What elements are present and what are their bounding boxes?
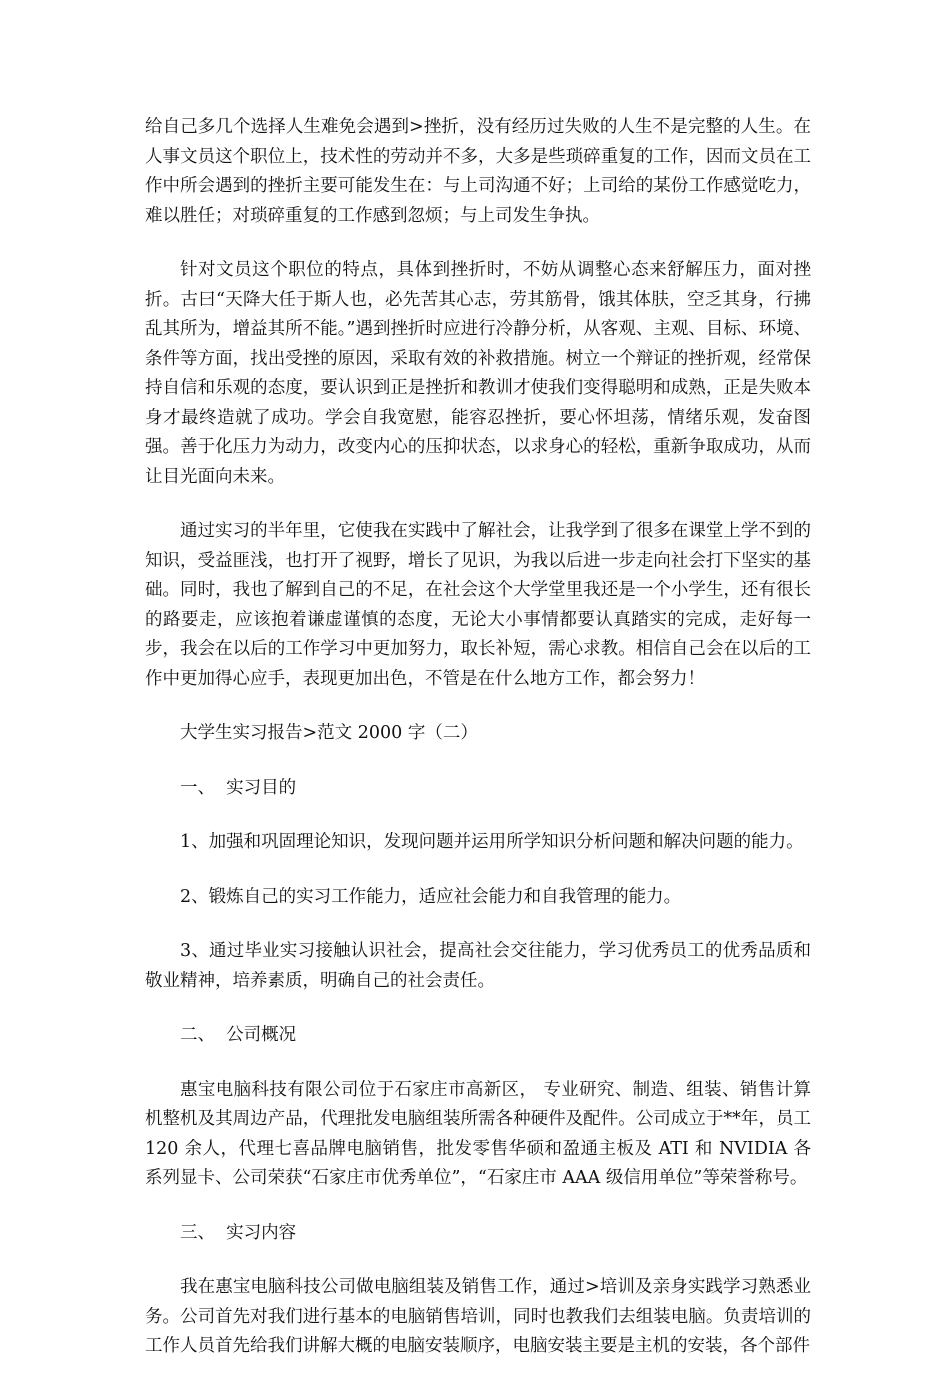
paragraph-content: 我在惠宝电脑科技公司做电脑组装及销售工作，通过>培训及亲身实践学习熟悉业务。公司首先对我们进行基本的电脑销售培训，同时也教我们去组装电脑。负责培训的工作人员首先给我们讲解大概的电脑安装顺序，电脑安装主要是主机的安装，各个部件 [145,1277,811,1356]
report-title: 大学生实习报告>范文 2000 字（二） [180,723,478,743]
paragraph-company: 惠宝电脑科技有限公司位于石家庄市高新区， 专业研究、制造、组装、销售计算机整机及其周边产品，代理批发电脑组装所需各种硬件及配件。公司成立于**年，员工 120 余人，代理七喜品牌电脑销售，批发零售华硕和盈通主板及 ATI 和 NVIDIA 各系列显卡、公司荣获“石家庄市优秀单位”，“石家庄市 AAA 级信用单位”等荣誉称号。 [145,1079,811,1188]
paragraph-conclusion: 通过实习的半年里，它使我在实践中了解社会，让我学到了很多在课堂上学不到的知识，受益匪浅，也打开了视野，增长了见识，为我以后进一步走向社会打下坚实的基础。同时，我也了解到自己的不足，在社会这个大学堂里我还是一个小学生，还有很长的路要走，应该抱着谦虚谨慎的态度，无论大小事情都要认真踏实的完成，走好每一步，我会在以后的工作学习中更加努力，取长补短，需心求教。相信自己会在以后的工作中更加得心应手，表现更加出色，不管是在什么地方工作，都会努力！ [145,521,811,689]
section-heading-purpose: 一、 实习目的 [180,777,297,798]
purpose-item-3: 3、通过毕业实习接触认识社会，提高社会交往能力，学习优秀员工的优秀品质和敬业精神，培养素质，明确自己的社会责任。 [145,941,811,991]
purpose-item-2: 2、锻炼自己的实习工作能力，适应社会能力和自我管理的能力。 [180,886,682,907]
section-heading-content: 三、 实习内容 [180,1222,297,1243]
document-page [145,113,811,1387]
paragraph-setbacks: 给自己多几个选择人生难免会遇到>挫折，没有经历过失败的人生不是完整的人生。在人事文员这个职位上，技术性的劳动并不多，大多是些琐碎重复的工作，因而文员在工作中所会遇到的挫折主要可能发生在：与上司沟通不好；上司给的某份工作感觉吃力，难以胜任；对琐碎重复的工作感到忽烦；与上司发生争执。 [145,117,811,226]
paragraph-coping: 针对文员这个职位的特点，具体到挫折时，不妨从调整心态来舒解压力，面对挫折。古曰“天降大任于斯人也，必先苦其心志，劳其筋骨，饿其体肤，空乏其身，行拂乱其所为，增益其所不能。”遇到挫折时应进行冷静分析，从客观、主观、目标、环境、条件等方面，找出受挫的原因，采取有效的补救措施。树立一个辩证的挫折观，经常保持自信和乐观的态度，要认识到正是挫折和教训才使我们变得聪明和成熟，正是失败本身才最终造就了成功。学会自我宽慰，能容忍挫折，要心怀坦荡，情绪乐观，发奋图强。善于化压力为动力，改变内心的压抑状态，以求身心的轻松，重新争取成功，从而让目光面向未来。 [145,260,811,487]
section-heading-company: 二、 公司概况 [180,1025,297,1045]
purpose-item-1: 1、加强和巩固理论知识，发现问题并运用所学知识分析问题和解决问题的能力。 [180,832,804,852]
